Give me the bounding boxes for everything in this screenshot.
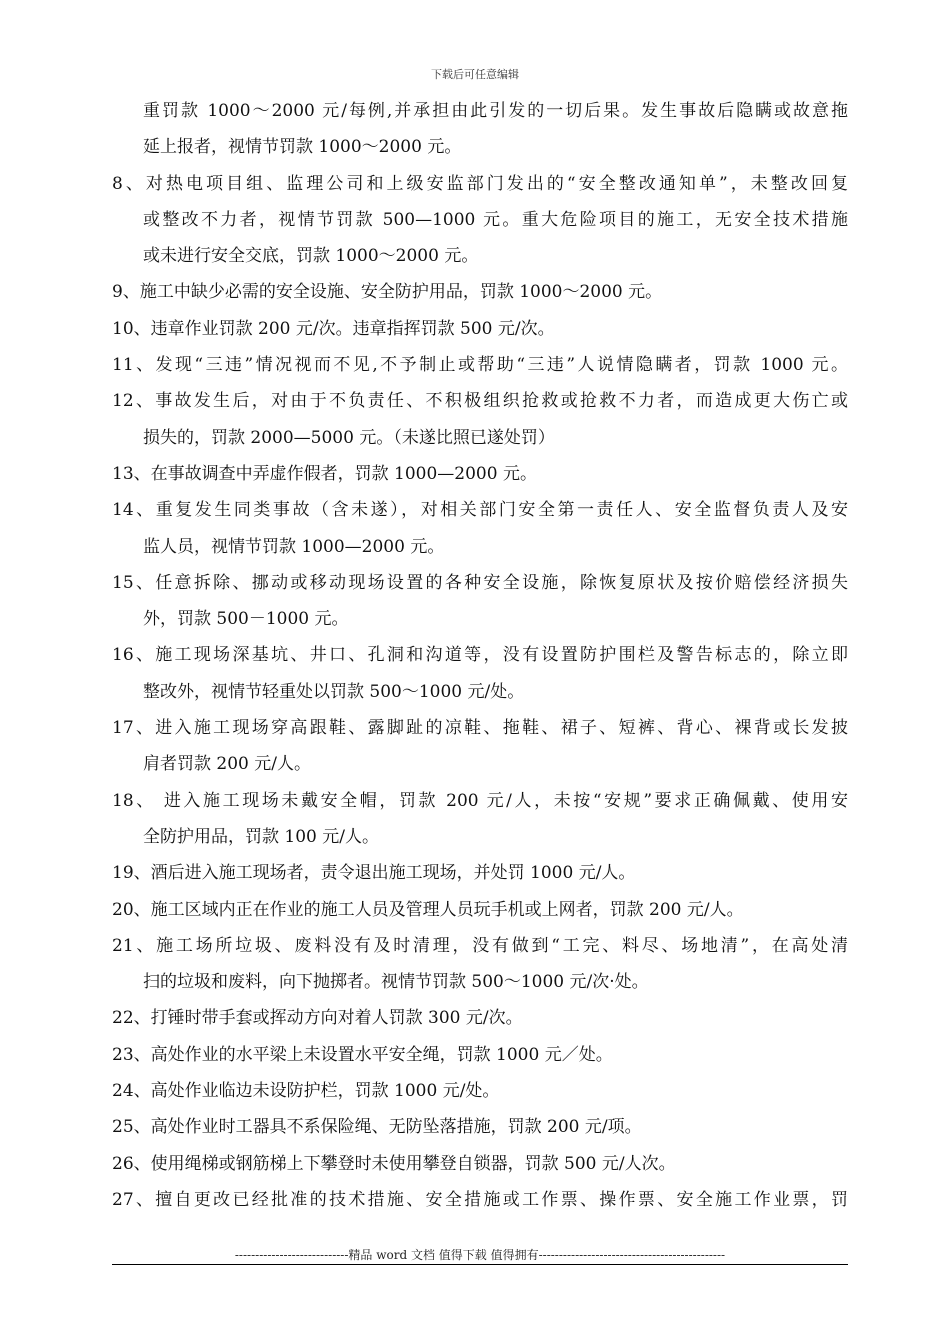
text-line: 19、酒后进入施工现场者，责令退出施工现场，并处罚 1000 元/人。 [112,863,636,884]
text-line: 11、发现“三违”情况视而不见,不予制止或帮助“三违”人说情隐瞒者，罚款 1000 元。 [112,355,848,376]
text-line: 16、施工现场深基坑、井口、孔洞和沟道等，没有设置防护围栏及警告标志的，除立即 [112,645,848,666]
text-line: 监人员，视情节罚款 1000—2000 元。 [143,536,445,557]
document-body [112,93,848,1218]
text-line: 22、打锤时带手套或挥动方向对着人罚款 300 元/次。 [112,1008,523,1029]
text-line: 13、在事故调查中弄虚作假者，罚款 1000—2000 元。 [112,463,537,484]
text-line: 20、施工区域内正在作业的施工人员及管理人员玩手机或上网者，罚款 200 元/人。 [112,899,744,920]
text-line: 15、任意拆除、挪动或移动现场设置的各种安全设施，除恢复原状及按价赔偿经济损失 [112,572,848,593]
text-line: 外，罚款 500－1000 元。 [143,609,349,630]
text-line: 或未进行安全交底，罚款 1000～2000 元。 [143,246,479,267]
page-header: 下载后可任意编辑 [431,68,519,81]
page-footer: ----------------------------精品 word 文档 值得下载 值得拥有---------------------------------------------- [234,1248,726,1262]
text-line: 14、重复发生同类事故（含未遂），对相关部门安全第一责任人、安全监督负责人及安 [112,500,848,521]
text-line: 8、对热电项目组、监理公司和上级安监部门发出的“安全整改通知单”，未整改回复 [112,173,848,194]
text-line: 重罚款 1000～2000 元/每例,并承担由此引发的一切后果。发生事故后隐瞒或故意拖 [143,101,848,121]
text-line: 9、施工中缺少必需的安全设施、安全防护用品，罚款 1000～2000 元。 [112,282,663,303]
text-line: 12、事故发生后，对由于不负责任、不积极组织抢救或抢救不力者，而造成更大伤亡或 [112,391,848,412]
text-line: 整改外，视情节轻重处以罚款 500～1000 元/处。 [143,681,525,702]
text-line: 肩者罚款 200 元/人。 [143,754,311,775]
text-line: 25、高处作业时工器具不系保险绳、无防坠落措施，罚款 200 元/项。 [112,1117,642,1138]
text-line: 18、 进入施工现场未戴安全帽，罚款 200 元/人，未按“安规”要求正确佩戴、使用安 [112,790,848,811]
text-line: 损失的，罚款 2000—5000 元。（未遂比照已遂处罚） [143,427,555,448]
text-line: 23、高处作业的水平梁上未设置水平安全绳，罚款 1000 元／处。 [112,1044,613,1065]
text-line: 26、使用绳梯或钢筋梯上下攀登时未使用攀登自锁器，罚款 500 元/人次。 [112,1153,676,1174]
text-line: 延上报者，视情节罚款 1000～2000 元。 [143,137,462,158]
text-line: 27、擅自更改已经批准的技术措施、安全措施或工作票、操作票、安全施工作业票，罚 [112,1189,848,1210]
text-line: 24、高处作业临边未设防护栏，罚款 1000 元/处。 [112,1081,500,1102]
text-line: 全防护用品，罚款 100 元/人。 [143,826,379,847]
footer-rule [112,1264,848,1265]
text-line: 21、施工场所垃圾、废料没有及时清理，没有做到“工完、料尽、场地清”，在高处清 [112,935,848,956]
text-line: 17、进入施工现场穿高跟鞋、露脚趾的凉鞋、拖鞋、裙子、短裤、背心、裸背或长发披 [112,718,848,739]
text-line: 或整改不力者，视情节罚款 500—1000 元。重大危险项目的施工，无安全技术措施 [143,209,848,230]
text-line: 扫的垃圾和废料，向下抛掷者。视情节罚款 500～1000 元/次·处。 [143,972,649,993]
text-line: 10、违章作业罚款 200 元/次。违章指挥罚款 500 元/次。 [112,318,555,339]
